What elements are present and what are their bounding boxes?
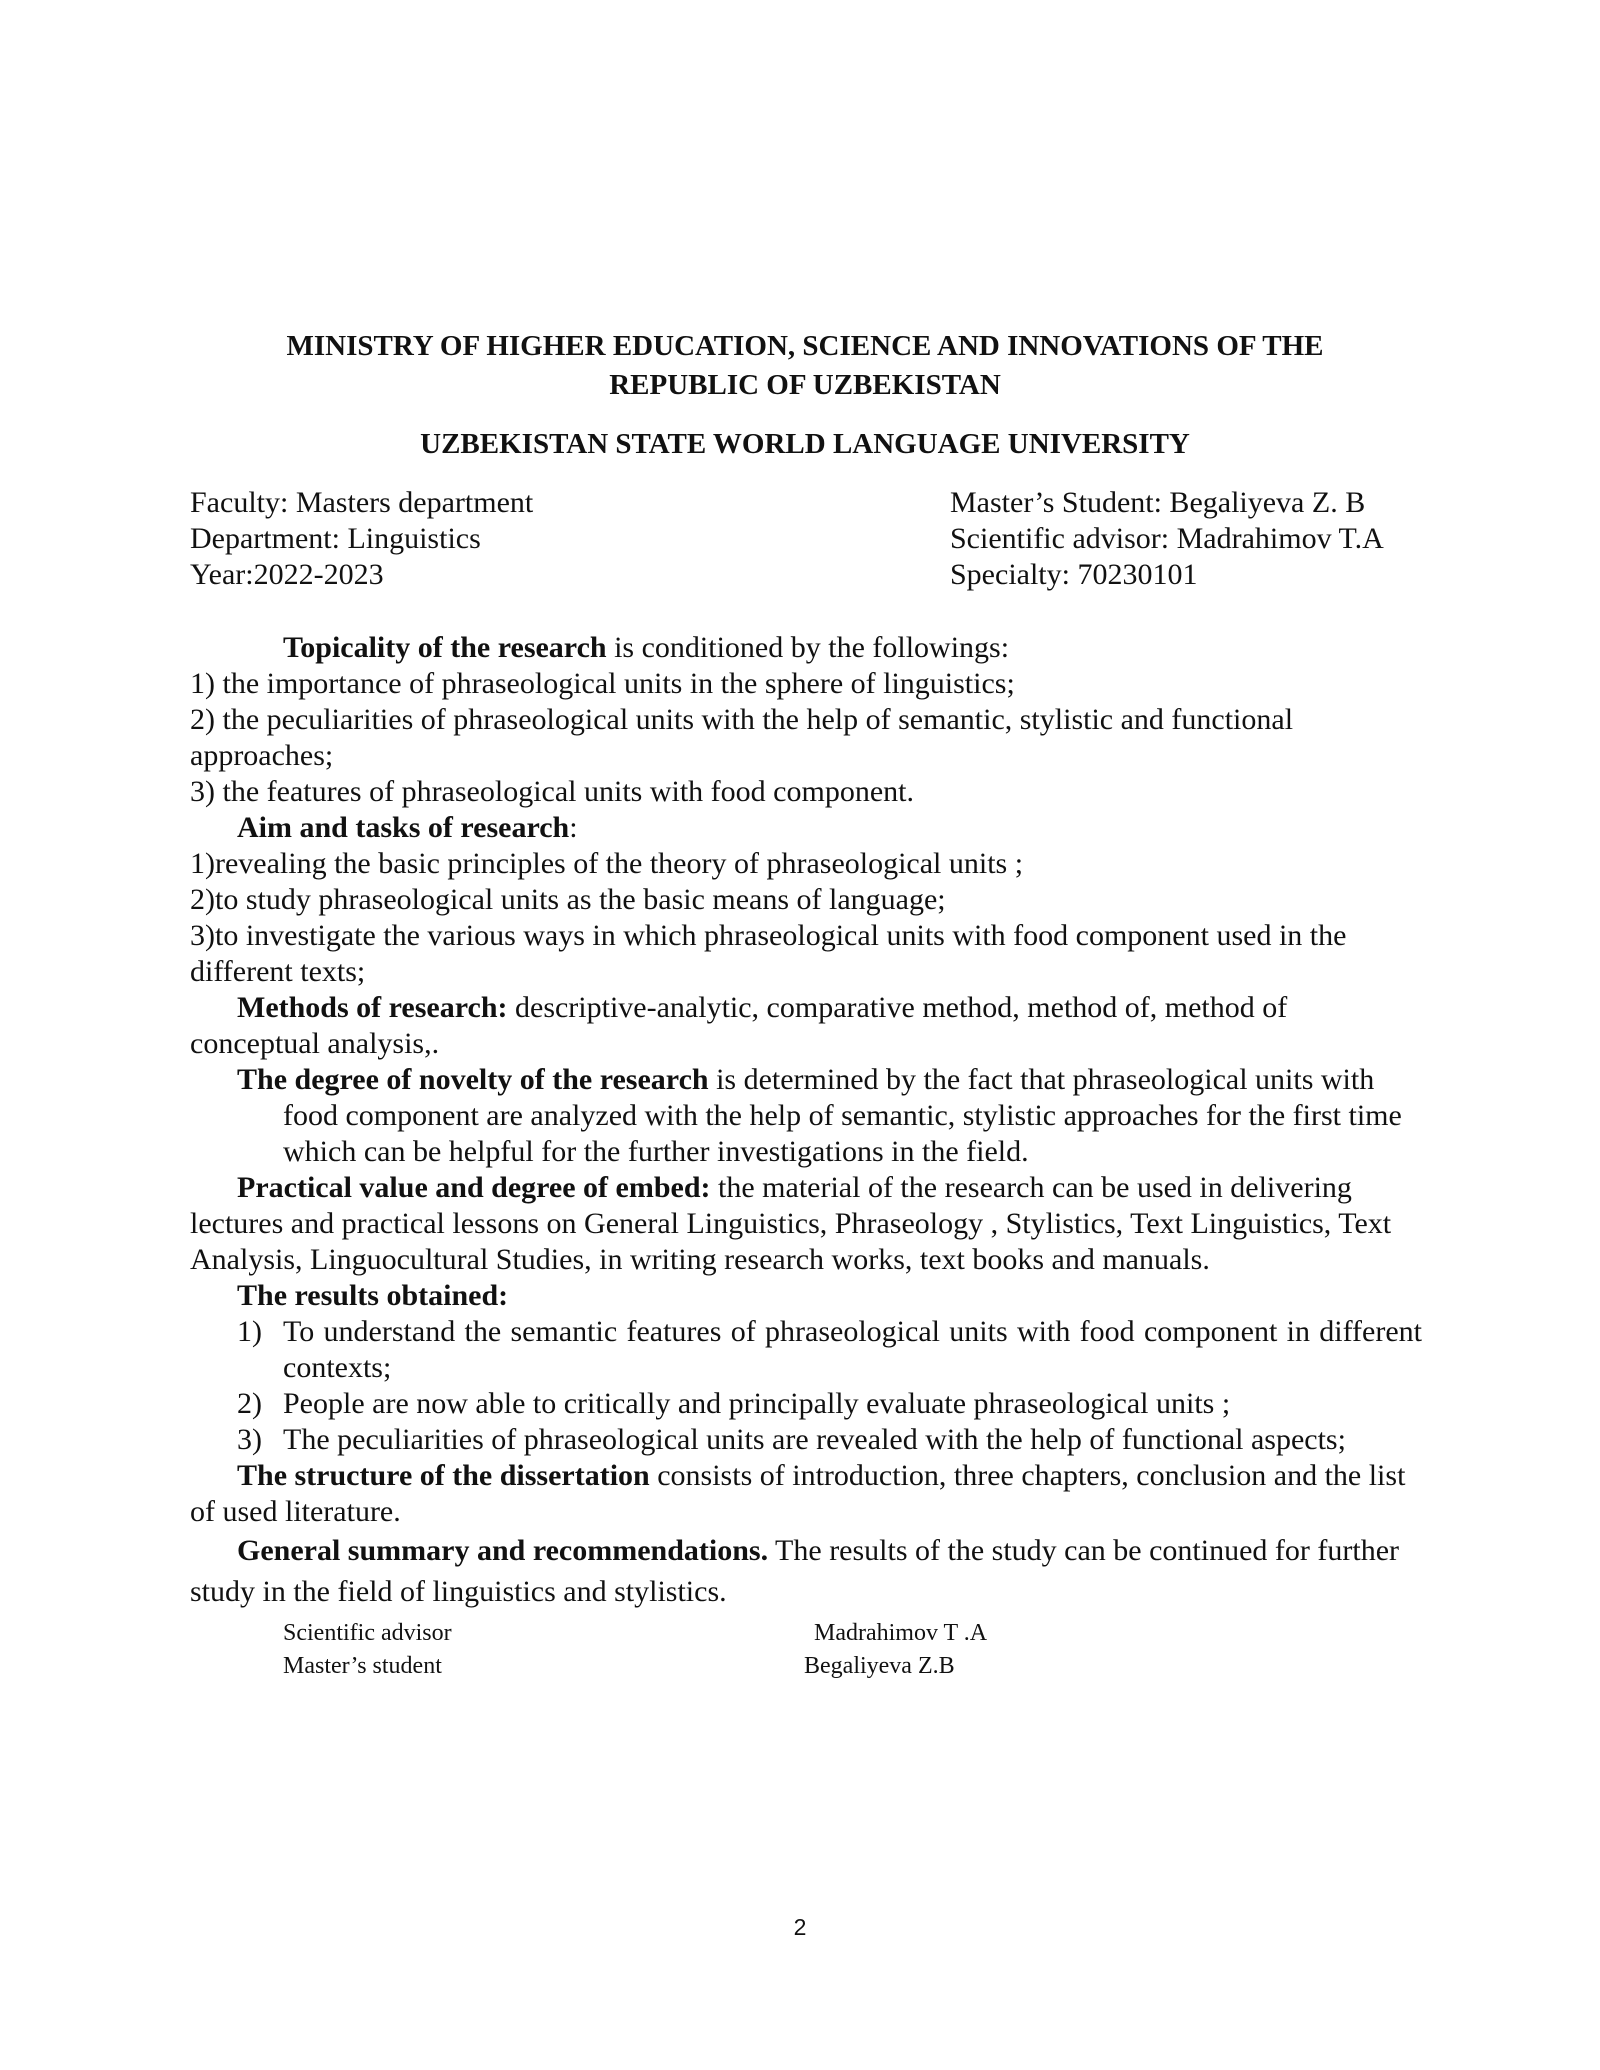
aim-paragraph — [190, 810, 1422, 846]
ministry-heading-line1: MINISTRY OF HIGHER EDUCATION, SCIENCE AND INNOVATIONS OF THE — [286, 330, 1324, 362]
results-item-text: To understand the semantic features of phraseological units with food component in different contexts; — [283, 1315, 1422, 1384]
student-signature-label: Master’s student — [283, 1653, 442, 1679]
ministry-heading-line2: REPUBLIC OF UZBEKISTAN — [609, 369, 1001, 401]
aim-item-1: 1)revealing the basic principles of the theory of phraseological units ; — [190, 847, 1024, 880]
ministry-heading — [190, 327, 1420, 405]
structure-text: consists of introduction, three chapters, conclusion and the list of used literature. — [190, 1459, 1406, 1528]
methods-text: descriptive-analytic, comparative method, method of, method of conceptual analysis,. — [190, 991, 1288, 1060]
topicality-item-3: 3) the features of phraseological units with food component. — [190, 775, 914, 808]
results-item-number: 1) — [237, 1315, 262, 1348]
novelty-text: is determined by the fact that phraseological units with food component are analyzed with the help of semantic, stylistic approaches for the first time which can be helpful for the further investigations in the field. — [283, 1063, 1402, 1168]
info-right-column — [950, 485, 1384, 593]
specialty-line: Specialty: 70230101 — [950, 558, 1198, 591]
practical-paragraph — [190, 1170, 1422, 1278]
results-item-1 — [190, 1314, 1422, 1386]
aim-item-2: 2)to study phraseological units as the basic means of language; — [190, 883, 946, 916]
structure-heading: The structure of the dissertation — [237, 1459, 650, 1492]
practical-text: the material of the research can be used in delivering lectures and practical lessons on General Linguistics, Phraseology , Stylistics, Text Linguistics, Text Analysis, Linguocultural Studies, in writing research works, text books and manuals. — [190, 1171, 1392, 1276]
results-item-text: People are now able to critically and principally evaluate phraseological units ; — [283, 1387, 1231, 1420]
results-item-3 — [190, 1422, 1422, 1458]
topicality-paragraph — [190, 630, 1422, 666]
results-paragraph — [190, 1278, 1422, 1314]
info-left-column — [190, 485, 533, 593]
novelty-paragraph — [190, 1062, 1422, 1170]
topicality-heading: Topicality of the research — [283, 631, 607, 664]
topicality-item-1: 1) the importance of phraseological units in the sphere of linguistics; — [190, 667, 1015, 700]
topicality-item-2: 2) the peculiarities of phraseological units with the help of semantic, stylistic and functional approaches; — [190, 703, 1294, 772]
faculty-line: Faculty: Masters department — [190, 486, 534, 519]
summary-paragraph — [190, 1530, 1422, 1612]
aim-colon: : — [569, 811, 578, 844]
document-body — [190, 630, 1422, 1612]
methods-paragraph — [190, 990, 1422, 1062]
page-number: 2 — [793, 1914, 807, 1940]
year-line: Year:2022-2023 — [190, 558, 384, 591]
aim-item-3: 3)to investigate the various ways in which phraseological units with food component used in the different texts; — [190, 919, 1347, 988]
practical-heading: Practical value and degree of embed: — [237, 1171, 711, 1204]
results-heading: The results obtained: — [237, 1279, 509, 1312]
department-line: Department: Linguistics — [190, 522, 481, 555]
results-item-number: 3) — [237, 1423, 262, 1456]
advisor-signature-name: Madrahimov T .A — [814, 1620, 988, 1646]
advisor-line: Scientific advisor: Madrahimov T.A — [950, 522, 1384, 555]
student-signature-name: Begaliyeva Z.B — [804, 1653, 955, 1679]
methods-heading: Methods of research: — [237, 991, 508, 1024]
results-item-text: The peculiarities of phraseological units are revealed with the help of functional aspects; — [283, 1423, 1346, 1456]
advisor-signature-label: Scientific advisor — [283, 1620, 452, 1646]
results-item-number: 2) — [237, 1387, 262, 1420]
results-item-2 — [190, 1386, 1422, 1422]
structure-paragraph — [190, 1458, 1422, 1530]
novelty-heading: The degree of novelty of the research — [237, 1063, 709, 1096]
topicality-intro: is conditioned by the followings: — [606, 631, 1010, 664]
student-line: Master’s Student: Begaliyeva Z. B — [950, 486, 1366, 519]
summary-text: The results of the study can be continued for further study in the field of linguistics and stylistics. — [190, 1534, 1400, 1608]
aim-heading: Aim and tasks of research — [237, 811, 570, 844]
summary-heading: General summary and recommendations. — [237, 1534, 769, 1567]
university-heading: UZBEKISTAN STATE WORLD LANGUAGE UNIVERSITY — [420, 428, 1190, 460]
